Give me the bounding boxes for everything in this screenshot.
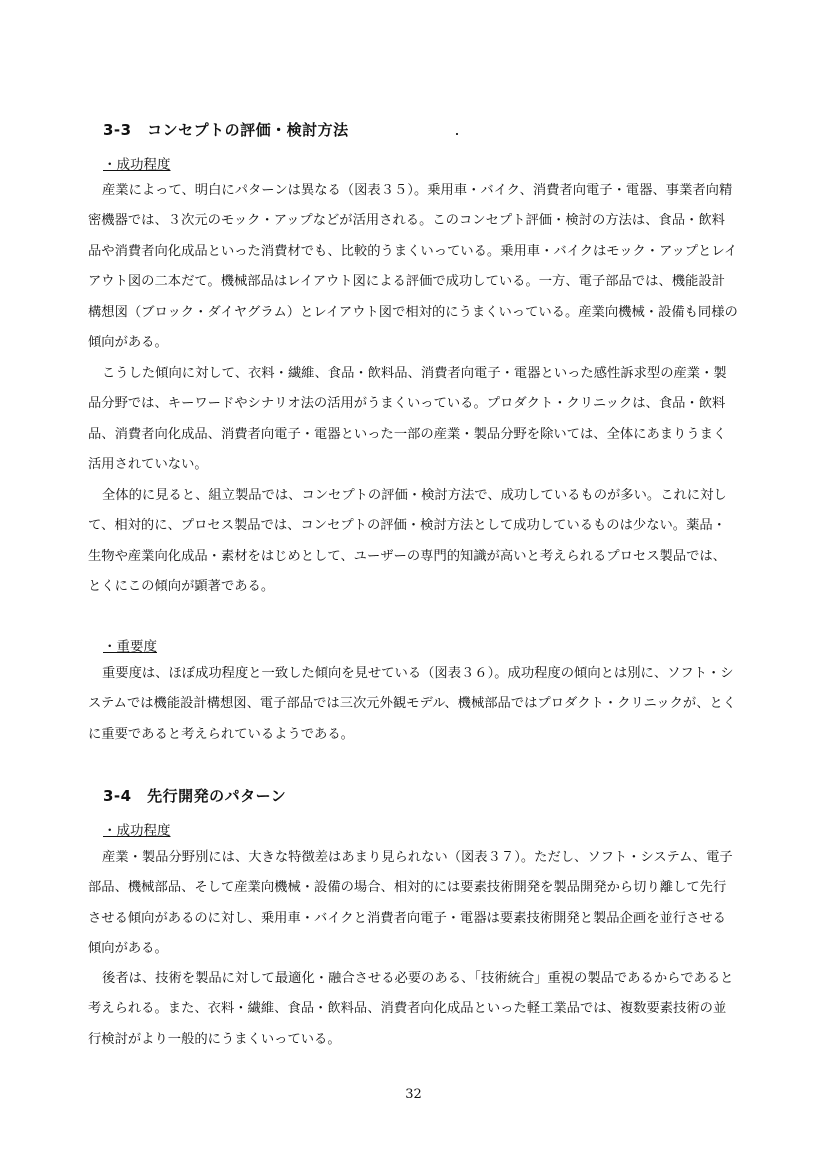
page-number: 32 — [405, 1087, 422, 1102]
subsection-title-success: ・成功程度 — [103, 823, 171, 839]
paragraph: 産業・製品分野別には、大きな特徴差はあまり見られない（図表３７）。ただし、ソフト・システム、電子部品、機械部品、そして産業向機械・設備の場合、相対的には要素技術開発を製品開発から切り離して先行させる傾向があるのに対し、乗用車・バイクと消費者向電子・電器は要素技術開発と製品企画を並行させる傾向がある。 — [88, 850, 733, 957]
paragraph: 後者は、技術を製品に対して最適化・融合させる必要のある、「技術統合」重視の製品であるからであると考えられる。また、衣料・繊維、食品・飲料品、消費者向化成品といった軽工業品では、複数要素技術の並行検討がより一般的にうまくいっている。 — [88, 971, 734, 1047]
paragraph: 重要度は、ほぼ成功程度と一致した傾向を見せている（図表３６）。成功程度の傾向とは別に、ソフト・システムでは機能設計構想図、電子部品では三次元外観モデル、機械部品ではプロダクト・クリニックが、とくに重要であると考えられているようである。 — [88, 666, 737, 742]
paragraph: 全体的に見ると、組立製品では、コンセプトの評価・検討方法で、成功しているものが多い。これに対して、相対的に、プロセス製品では、コンセプトの評価・検討方法として成功しているものは少ない。薬品・生物や産業向化成品・素材をはじめとして、ユーザーの専門的知識が高いと考えられるプロセス製品では、とくにこの傾向が顕著である。 — [88, 488, 727, 595]
scan-speck — [456, 133, 458, 135]
section-heading-3-3: 3-3 コンセプトの評価・検討方法 — [103, 121, 349, 139]
paragraph: 産業によって、明白にパターンは異なる（図表３５）。乗用車・バイク、消費者向電子・電器、事業者向精密機器では、３次元のモック・アップなどが活用される。このコンセプト評価・検討の方法は、食品・飲料品や消費者向化成品といった消費材でも、比較的うまくいっている。乗用車・バイクはモック・アップとレイアウト図の二本だて。機械部品はレイアウト図による評価で成功している。一方、電子部品では、機能設計構想図（ブロック・ダイヤグラム）とレイアウト図で相対的にうまくいっている。産業向機械・設備も同様の傾向がある。 — [88, 183, 738, 351]
subsection-title-importance: ・重要度 — [103, 639, 157, 655]
subsection-title-success: ・成功程度 — [103, 157, 171, 173]
paragraph: こうした傾向に対して、衣料・繊維、食品・飲料品、消費者向電子・電器といった感性訴求型の産業・製品分野では、キーワードやシナリオ法の活用がうまくいっている。プロダクト・クリニックは、食品・飲料品、消費者向化成品、消費者向電子・電器といった一部の産業・製品分野を除いては、全体にあまりうまく活用されていない。 — [88, 366, 727, 473]
section-heading-3-4: 3-4 先行開発のパターン — [103, 787, 287, 805]
